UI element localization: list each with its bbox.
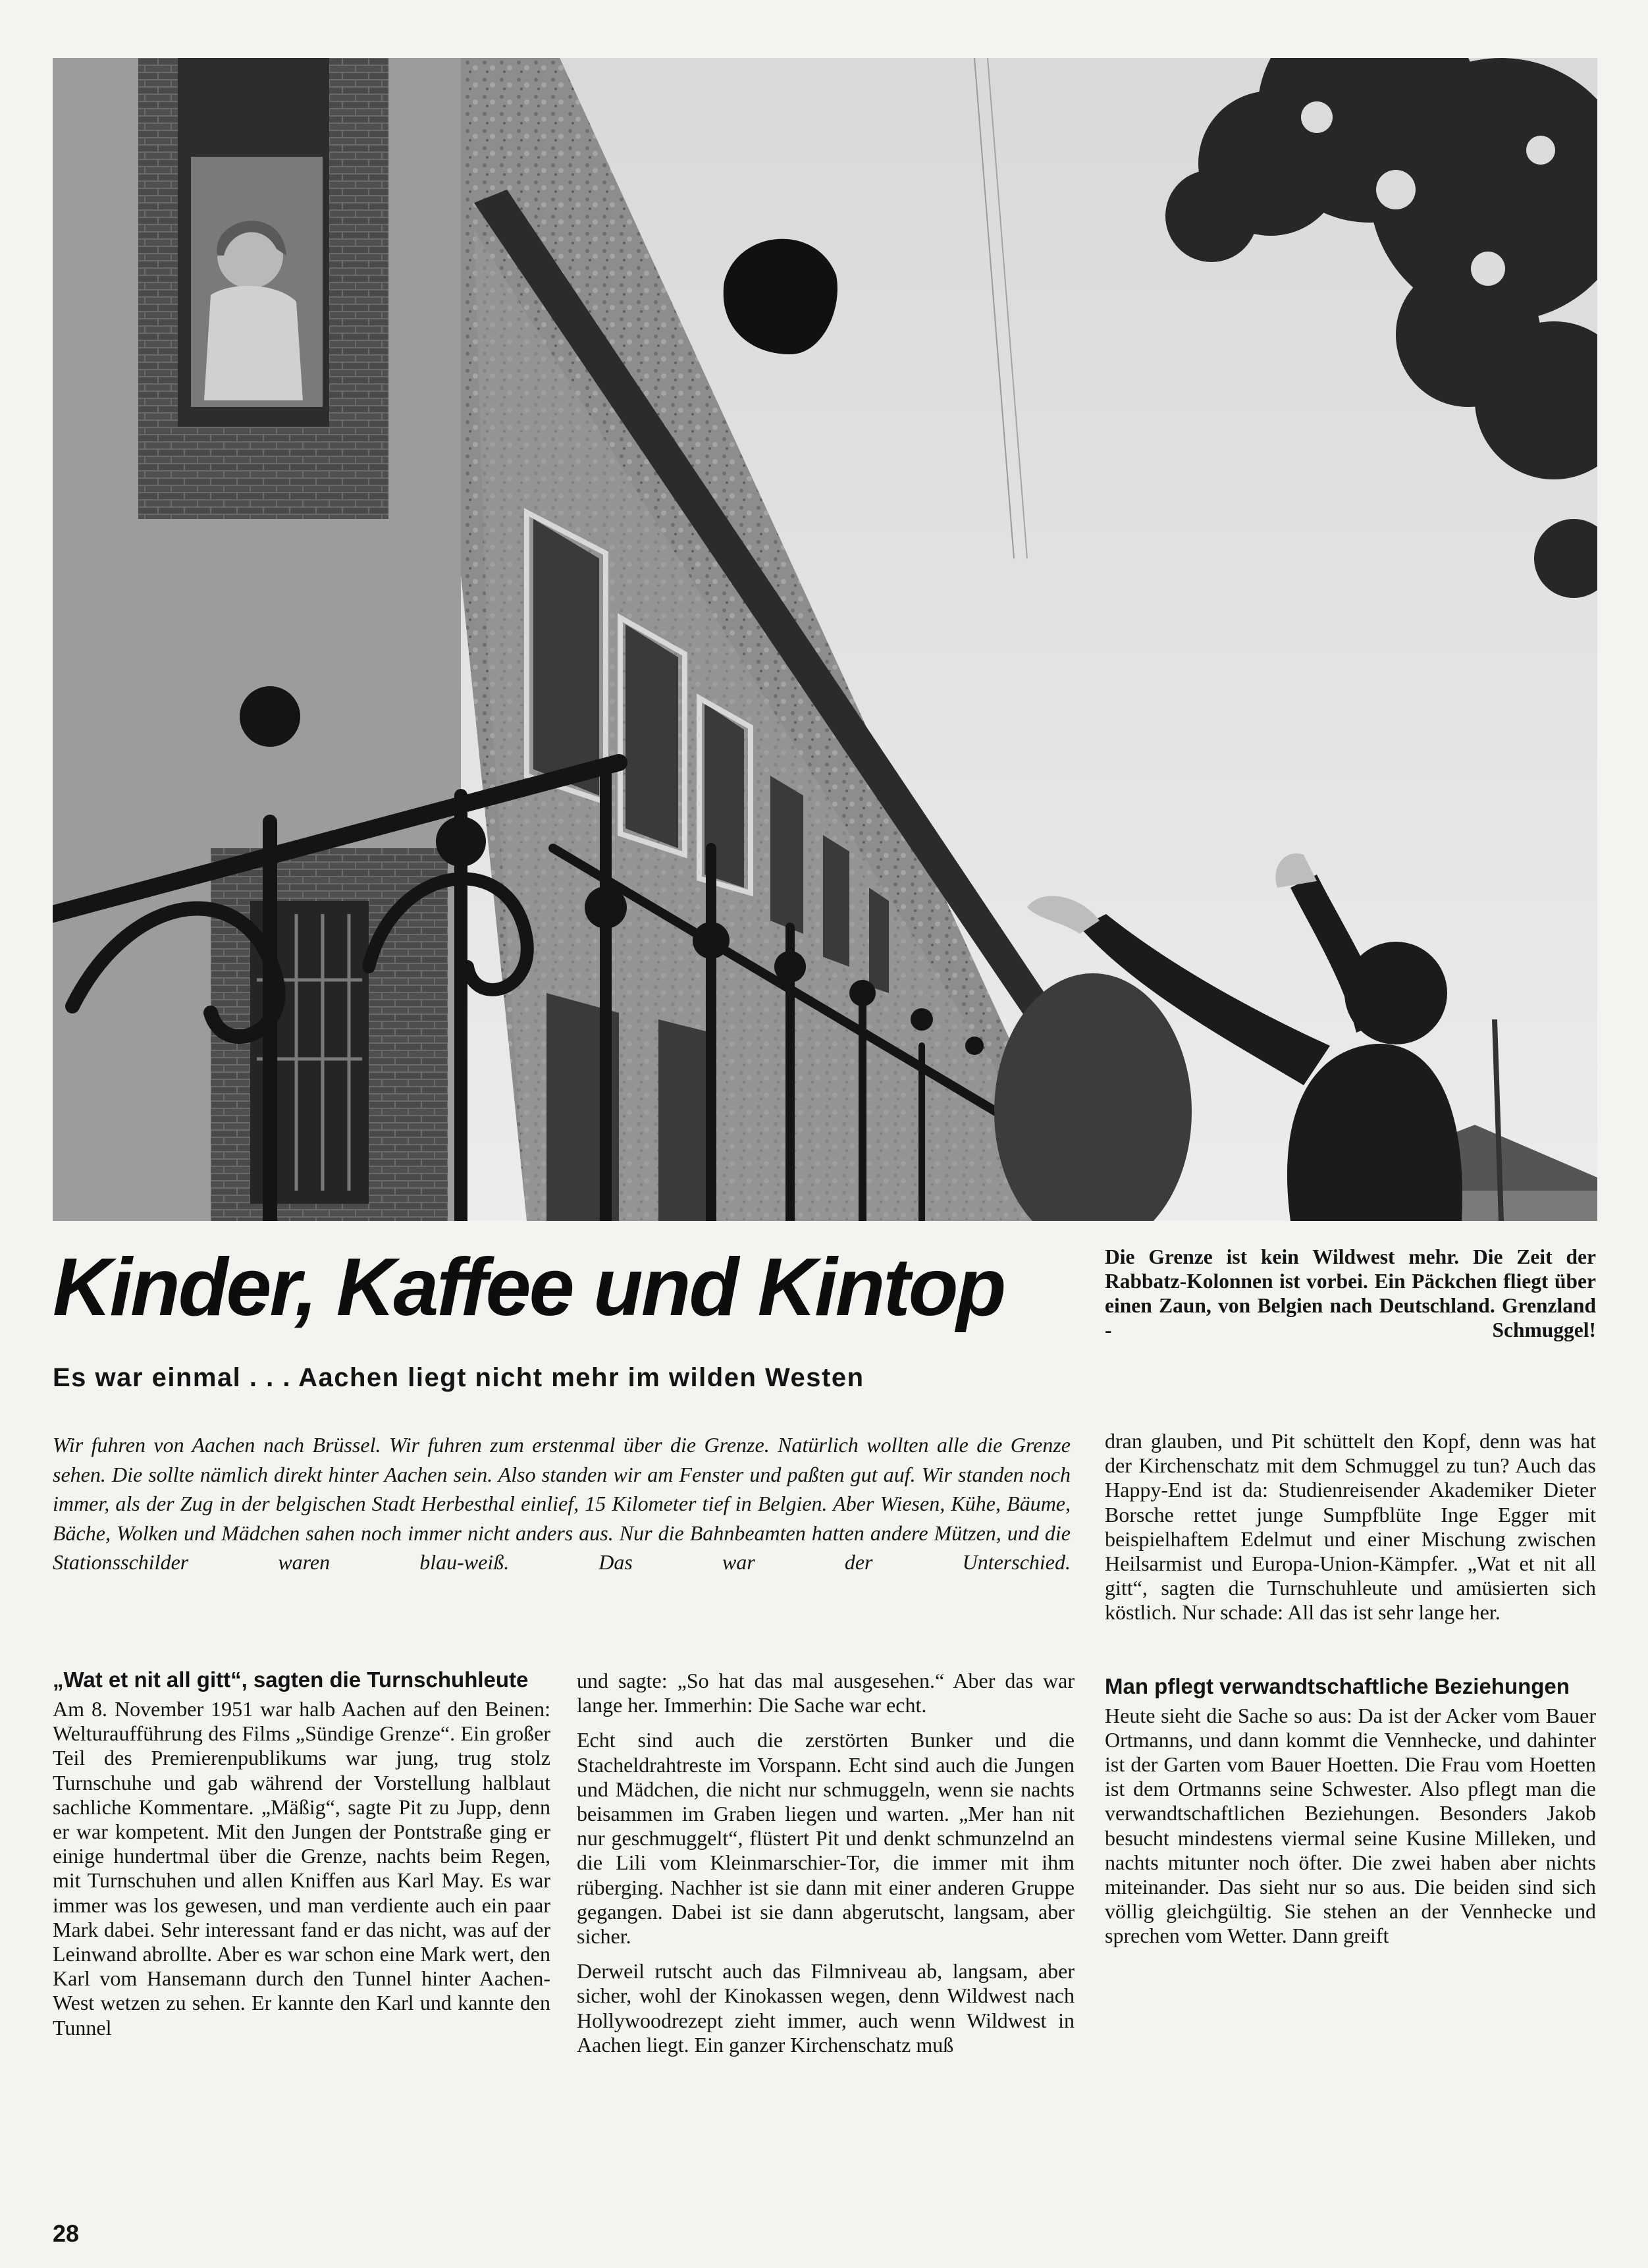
headline: Kinder, Kaffee und Kintop <box>53 1242 1005 1333</box>
section-heading-beziehungen: Man pflegt verwandtschaftliche Beziehungen <box>1105 1673 1570 1698</box>
paragraph: dran glauben, und Pit schüttelt den Kopf, denn was hat der Kirchenschatz mit dem Schmuggel zu tun? Auch das Happy-End ist da: Studienreisender Akademiker Dieter Borsche rettet junge Sumpfblüte Inge Egger mit beispielhaftem Edelmut und einer Mischung zwischen Heilsarmist und Europa-Union-Kämpfer. „Wat et nit all gitt“, sagten die Turnschuhleute und amüsierten sich köstlich. Nur schade: All das ist sehr lange her. <box>1105 1429 1596 1625</box>
page-number: 28 <box>53 2220 80 2247</box>
paragraph: Am 8. November 1951 war halb Aachen auf den Beinen: Welturaufführung des Films „Sündige Grenze“. Ein großer Teil des Premierenpublikums war jung, trug stolz Turnschuhe und gab während der Vorstellung halblaut sachliche Kommentare. „Mäßig“, sagte Pit zu Jupp, denn er war kompetent. Mit den Jungen der Pontstraße ging er einige hundertmal über die Grenze, nachts beim Regen, mit Turnschuhen und allen Kniffen aus Karl May. Es war immer was los gewesen, und man verdiente auch ein paar Mark dabei. Sehr interessant fand er das nicht, was auf der Leinwand abrollte. Aber es war schon eine Mark wert, den Karl vom Hansemann durch den Tunnel hinter Aachen-West wetzen zu sehen. Er kannte den Karl und kannte den Tunnel <box>53 1697 550 2039</box>
column-2 <box>577 1669 1075 2068</box>
column-3 <box>1105 1429 1596 1959</box>
section-heading-turnschuhleute: „Wat et nit all gitt“, sagten die Turnschuhleute <box>53 1667 529 1692</box>
paragraph: Derweil rutscht auch das Filmniveau ab, langsam, aber sicher, wohl der Kinokassen wegen, denn Wildwest nach Hollywoodrezept zieht immer, auch wenn Wildwest in Aachen liegt. Ein ganzer Kirchenschatz muß <box>577 1959 1075 2057</box>
paragraph: und sagte: „So hat das mal ausgesehen.“ Aber das war lange her. Immerhin: Die Sache war echt. <box>577 1669 1075 1717</box>
subtitle: Es war einmal . . . Aachen liegt nicht mehr im wilden Westen <box>53 1363 864 1392</box>
paragraph: Heute sieht die Sache so aus: Da ist der Acker vom Bauer Ortmanns, und dann kommt die Vennhecke, und dahinter ist der Garten vom Bauer Hoetten. Die Frau vom Hoetten ist dem Ortmanns seine Schwester. Also pflegt man die verwandtschaftlichen Beziehungen. Besonders Jakob besucht mindestens viermal seine Kusine Milleken, und nachts mitunter noch öfter. Die zwei haben aber nichts miteinander. Das sieht nur so aus. Die beiden sind sich völlig gleichgültig. Sie stehen an der Vennhecke und sprechen vom Wetter. Dann greift <box>1105 1703 1596 1948</box>
column-1 <box>53 1669 550 2051</box>
photo-drawing <box>53 58 1597 1221</box>
intro-paragraph: Wir fuhren von Aachen nach Brüssel. Wir fuhren zum erstenmal über die Grenze. Natürlich wollten alle die Grenze sehen. Die sollte nämlich direkt hinter Aachen sein. Also standen wir am Fenster und paßten gut auf. Wir standen noch immer, als der Zug in der belgischen Stadt Herbesthal einlief, 15 Kilometer tief in Belgien. Aber Wiesen, Kühe, Bäume, Bäche, Wolken und Mädchen sahen noch immer nicht anders aus. Nur die Bahnbeamten hatten andere Mützen, und die Stationsschilder waren blau-weiß. Das war der Unterschied. <box>53 1433 1071 1574</box>
paragraph: Echt sind auch die zerstörten Bunker und die Stacheldrahtreste im Vorspann. Echt sind auch die Jungen und Mädchen, die nicht nur schmuggeln, wenn sie nachts beisammen im Graben liegen und warten. „Mer han nit nur geschmuggelt“, flüstert Pit und denkt schmunzelnd an die Lili vom Kleinmarschier-Tor, die immer mit ihm rüberging. Nachher ist sie dann mit einer anderen Gruppe gegangen. Dabei ist sie dann abgerutscht, langsam, aber sicher. <box>577 1728 1075 1949</box>
main-photo <box>53 58 1597 1221</box>
photo-caption: Die Grenze ist kein Wildwest mehr. Die Zeit der Rabbatz-Kolonnen ist vorbei. Ein Päckchen fliegt über einen Zaun, von Belgien nach Deutschland. Grenzland - Schmuggel! <box>1105 1245 1596 1341</box>
